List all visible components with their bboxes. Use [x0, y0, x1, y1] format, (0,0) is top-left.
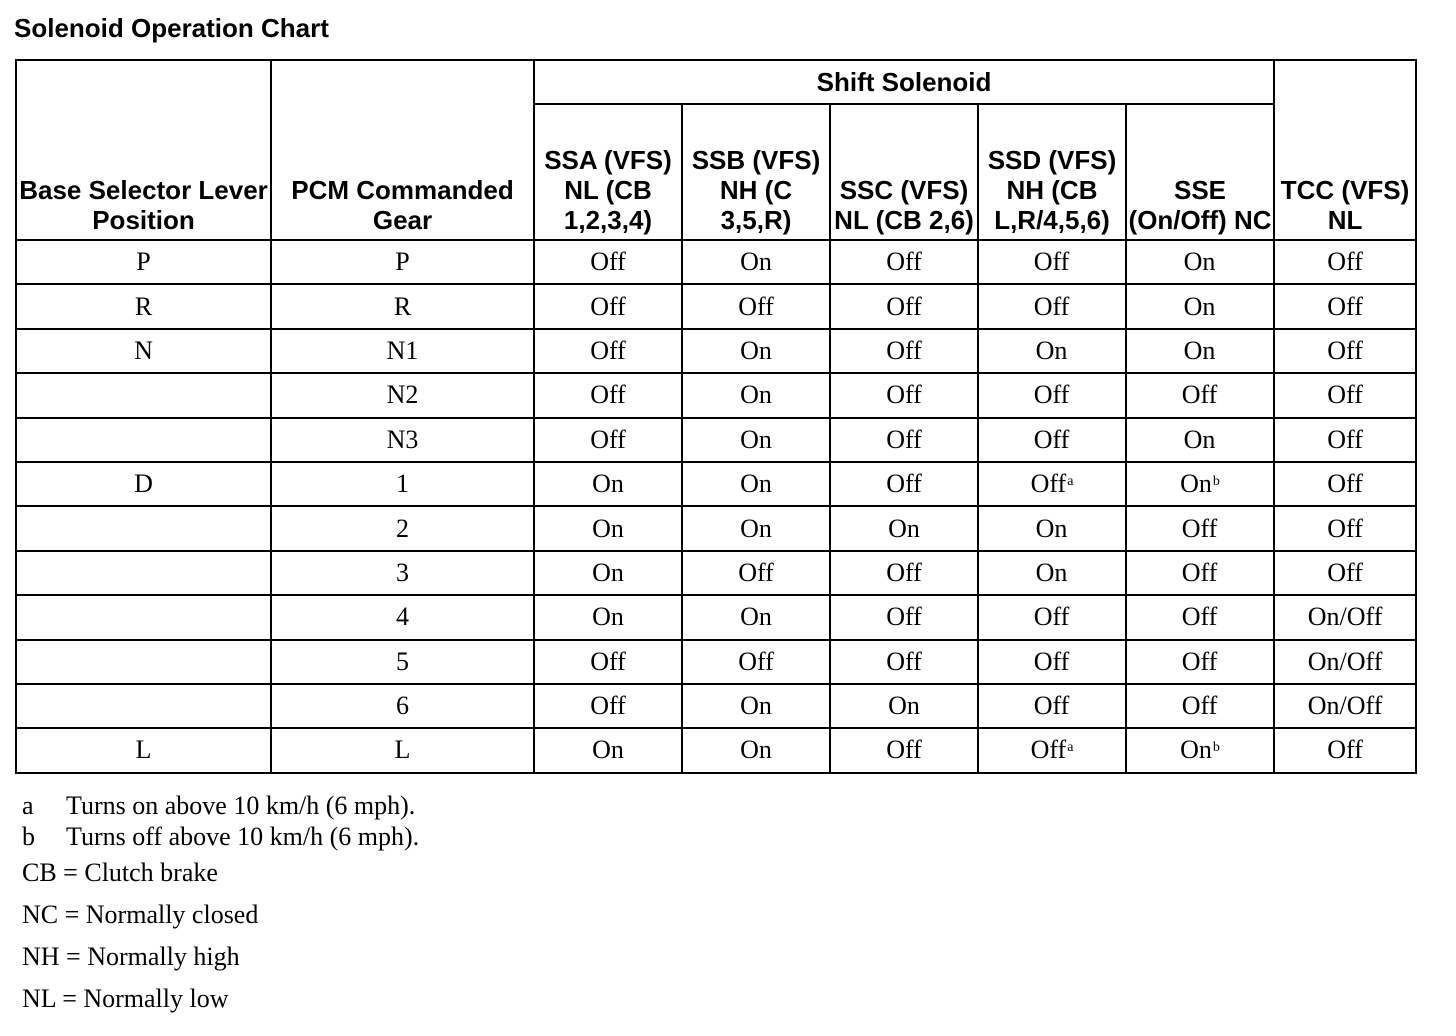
cell-ssa	[534, 728, 682, 772]
header-label: SSB (VFS) NH (C 3,5,R)	[691, 145, 821, 235]
abbreviation-nl: NL = Normally low	[22, 984, 229, 1013]
cell-value: Off	[590, 691, 626, 721]
cell-commanded-gear	[271, 418, 534, 462]
table-row	[16, 284, 1416, 328]
cell-ssc	[830, 240, 978, 284]
table-row	[16, 329, 1416, 373]
cell-ssd	[978, 640, 1126, 684]
cell-ssc	[830, 684, 978, 728]
cell-lever-position	[16, 506, 271, 550]
cell-ssd	[978, 240, 1126, 284]
cell-sse	[1126, 418, 1274, 462]
cell-value: On	[740, 735, 772, 765]
header-label: SSD (VFS) NH (CB L,R/4,5,6)	[987, 145, 1117, 235]
cell-value: On	[740, 469, 772, 499]
header-base-selector-lever-position	[16, 60, 271, 240]
cell-value: R	[393, 291, 412, 321]
cell-sse	[1126, 462, 1274, 506]
cell-sse	[1126, 240, 1274, 284]
cell-value: 3	[396, 557, 409, 587]
cell-ssb	[682, 595, 830, 639]
cell-value: Off	[738, 557, 774, 587]
cell-value: Off	[1033, 291, 1070, 321]
cell-value: Off	[590, 247, 626, 277]
cell-value: Off	[590, 291, 626, 321]
cell-ssb	[682, 418, 830, 462]
cell-sse	[1126, 728, 1274, 772]
cell-value: 2	[396, 513, 409, 543]
cell-sse	[1126, 284, 1274, 328]
cell-ssa	[534, 418, 682, 462]
cell-value: Off	[1327, 335, 1363, 365]
cell-lever-position	[16, 728, 271, 772]
header-ssa	[534, 104, 682, 240]
cell-ssc	[830, 329, 978, 373]
header-ssc	[830, 104, 978, 240]
cell-ssd	[978, 595, 1126, 639]
footnote-letter: b	[22, 822, 35, 851]
cell-lever-position	[16, 684, 271, 728]
cell-value: On	[740, 335, 772, 365]
cell-lever-position	[16, 595, 271, 639]
cell-value: Off	[886, 247, 922, 277]
cell-value: On	[592, 469, 624, 499]
footnote-marker: b	[1212, 740, 1220, 756]
cell-value: Off	[1181, 646, 1218, 676]
cell-value: Off	[738, 291, 774, 321]
cell-commanded-gear	[271, 595, 534, 639]
cell-value: On	[740, 424, 772, 454]
table-row	[16, 551, 1416, 595]
cell-ssb	[682, 551, 830, 595]
cell-ssa	[534, 595, 682, 639]
cell-commanded-gear	[271, 728, 534, 772]
cell-ssa	[534, 684, 682, 728]
cell-ssb	[682, 728, 830, 772]
cell-value: Off	[886, 380, 922, 410]
header-pcm-commanded-gear	[271, 60, 534, 240]
cell-ssb	[682, 373, 830, 417]
cell-value: On	[1183, 335, 1216, 365]
cell-value: Off	[1033, 602, 1070, 632]
cell-ssc	[830, 373, 978, 417]
cell-sse	[1126, 595, 1274, 639]
abbreviation-nc: NC = Normally closed	[22, 900, 259, 929]
cell-value: On	[1183, 247, 1216, 277]
cell-value: Off	[1181, 513, 1218, 543]
cell-ssb	[682, 284, 830, 328]
cell-value: On/Off	[1307, 602, 1383, 632]
cell-value: On	[592, 557, 624, 587]
cell-commanded-gear	[271, 373, 534, 417]
cell-commanded-gear	[271, 329, 534, 373]
abbreviation-cb: CB = Clutch brake	[22, 858, 218, 887]
cell-lever-position	[16, 551, 271, 595]
header-label: SSC (VFS) NL (CB 2,6)	[834, 175, 974, 235]
footnote-b	[22, 821, 419, 852]
cell-value: Off	[1030, 735, 1067, 765]
cell-value: Off	[590, 380, 626, 410]
cell-value: 1	[396, 469, 409, 499]
cell-ssb	[682, 240, 830, 284]
cell-tcc	[1274, 684, 1416, 728]
cell-value: Off	[886, 557, 922, 587]
cell-sse	[1126, 551, 1274, 595]
cell-value: Off	[886, 735, 922, 765]
cell-value: Off	[886, 424, 922, 454]
cell-ssd	[978, 728, 1126, 772]
cell-sse	[1126, 373, 1274, 417]
cell-value: Off	[1327, 380, 1363, 410]
cell-ssc	[830, 418, 978, 462]
header-sse	[1126, 104, 1274, 240]
footnote-marker: a	[1067, 740, 1074, 756]
cell-ssc	[830, 551, 978, 595]
table-row	[16, 506, 1416, 550]
cell-value: On	[740, 691, 772, 721]
cell-value: Off	[590, 335, 626, 365]
cell-ssa	[534, 329, 682, 373]
table-row	[16, 462, 1416, 506]
table-row	[16, 684, 1416, 728]
cell-ssc	[830, 462, 978, 506]
cell-ssb	[682, 506, 830, 550]
cell-value: Off	[1033, 646, 1070, 676]
cell-value: Off	[886, 646, 922, 676]
cell-value: Off	[886, 291, 922, 321]
cell-tcc	[1274, 418, 1416, 462]
cell-value: On	[888, 691, 920, 721]
cell-value: Off	[1181, 557, 1218, 587]
footnote-letter: a	[22, 791, 34, 820]
cell-value: P	[395, 247, 410, 277]
header-label: TCC (VFS) NL	[1280, 175, 1410, 235]
cell-value: On/Off	[1307, 691, 1383, 721]
cell-value: Off	[1033, 691, 1070, 721]
cell-ssb	[682, 462, 830, 506]
cell-value: On	[740, 602, 772, 632]
cell-value: Off	[1327, 513, 1363, 543]
cell-tcc	[1274, 728, 1416, 772]
cell-tcc	[1274, 329, 1416, 373]
cell-ssa	[534, 551, 682, 595]
cell-commanded-gear	[271, 284, 534, 328]
cell-lever-position	[16, 329, 271, 373]
cell-ssd	[978, 329, 1126, 373]
notes-section	[22, 790, 419, 1020]
header-ssb	[682, 104, 830, 240]
cell-value: Off	[1327, 247, 1363, 277]
cell-ssd	[978, 373, 1126, 417]
cell-value: Off	[590, 424, 626, 454]
cell-value: 4	[396, 602, 409, 632]
cell-ssa	[534, 373, 682, 417]
cell-value: Off	[1327, 424, 1363, 454]
cell-value: On	[1035, 513, 1068, 543]
cell-commanded-gear	[271, 551, 534, 595]
cell-commanded-gear	[271, 684, 534, 728]
cell-ssc	[830, 595, 978, 639]
cell-value: 5	[396, 646, 409, 676]
cell-tcc	[1274, 284, 1416, 328]
cell-ssb	[682, 640, 830, 684]
header-shift-solenoid-group: Shift Solenoid	[534, 60, 1274, 104]
cell-value: On/Off	[1307, 646, 1383, 676]
cell-value: Off	[1327, 469, 1363, 499]
cell-value: L	[135, 735, 152, 765]
cell-lever-position	[16, 418, 271, 462]
cell-value: On	[1180, 735, 1212, 765]
cell-value: On	[1183, 424, 1216, 454]
table-row	[16, 728, 1416, 772]
cell-value: N3	[386, 424, 419, 454]
cell-commanded-gear	[271, 506, 534, 550]
cell-value: N2	[386, 380, 419, 410]
cell-tcc	[1274, 462, 1416, 506]
cell-value: Off	[886, 335, 922, 365]
cell-value: L	[394, 735, 411, 765]
solenoid-operation-table	[15, 59, 1417, 774]
header-tcc	[1274, 60, 1416, 240]
footnote-text: Turns off above 10 km/h (6 mph).	[66, 822, 420, 851]
header-label: Base Selector Lever Position	[19, 175, 268, 235]
cell-value: Off	[738, 646, 774, 676]
cell-value: On	[592, 602, 624, 632]
cell-commanded-gear	[271, 462, 534, 506]
cell-value: Off	[886, 469, 922, 499]
table-row	[16, 640, 1416, 684]
cell-ssb	[682, 684, 830, 728]
cell-ssd	[978, 684, 1126, 728]
table-row	[16, 373, 1416, 417]
cell-value: D	[134, 469, 153, 499]
cell-value: Off	[886, 602, 922, 632]
cell-value: Off	[1033, 247, 1070, 277]
cell-value: On	[592, 735, 624, 765]
cell-lever-position	[16, 462, 271, 506]
cell-tcc	[1274, 595, 1416, 639]
cell-value: Off	[1181, 602, 1218, 632]
header-label: PCM Commanded Gear	[291, 175, 514, 235]
cell-tcc	[1274, 551, 1416, 595]
footnote-text: Turns on above 10 km/h (6 mph).	[66, 791, 416, 820]
cell-lever-position	[16, 284, 271, 328]
cell-value: P	[136, 247, 151, 277]
cell-value: Off	[1181, 380, 1218, 410]
table-body	[16, 240, 1416, 773]
cell-tcc	[1274, 506, 1416, 550]
cell-value: On	[740, 380, 772, 410]
cell-ssa	[534, 284, 682, 328]
table-row	[16, 418, 1416, 462]
cell-tcc	[1274, 640, 1416, 684]
cell-value: On	[1035, 335, 1068, 365]
cell-tcc	[1274, 240, 1416, 284]
cell-ssa	[534, 462, 682, 506]
cell-value: N1	[386, 335, 419, 365]
cell-value: On	[888, 513, 920, 543]
header-ssd	[978, 104, 1126, 240]
footnote-marker: a	[1067, 474, 1074, 490]
table-row	[16, 240, 1416, 284]
cell-ssc	[830, 506, 978, 550]
cell-sse	[1126, 684, 1274, 728]
abbreviation-nh: NH = Normally high	[22, 942, 240, 971]
cell-value: 6	[396, 691, 409, 721]
cell-value: N	[134, 335, 153, 365]
cell-commanded-gear	[271, 640, 534, 684]
cell-value: On	[1180, 469, 1212, 499]
header-label: SSE (On/Off) NC	[1128, 175, 1272, 235]
cell-tcc	[1274, 373, 1416, 417]
cell-ssd	[978, 551, 1126, 595]
cell-ssa	[534, 506, 682, 550]
cell-ssc	[830, 728, 978, 772]
cell-value: On	[740, 513, 772, 543]
cell-value: Off	[1030, 469, 1067, 499]
header-label: SSA (VFS) NL (CB 1,2,3,4)	[544, 145, 672, 235]
cell-lever-position	[16, 640, 271, 684]
cell-sse	[1126, 506, 1274, 550]
cell-sse	[1126, 329, 1274, 373]
cell-ssd	[978, 506, 1126, 550]
cell-ssd	[978, 284, 1126, 328]
cell-ssb	[682, 329, 830, 373]
cell-lever-position	[16, 240, 271, 284]
cell-commanded-gear	[271, 240, 534, 284]
cell-value: Off	[590, 646, 626, 676]
cell-value: Off	[1327, 557, 1363, 587]
table-row	[16, 595, 1416, 639]
cell-value: On	[592, 513, 624, 543]
cell-value: Off	[1033, 424, 1070, 454]
cell-value: R	[134, 291, 153, 321]
cell-sse	[1126, 640, 1274, 684]
cell-ssa	[534, 640, 682, 684]
cell-ssd	[978, 418, 1126, 462]
footnote-marker: b	[1212, 474, 1220, 490]
footnote-a	[22, 790, 419, 821]
chart-title: Solenoid Operation Chart	[14, 13, 329, 43]
cell-value: Off	[1033, 380, 1070, 410]
cell-value: On	[740, 247, 772, 277]
cell-value: On	[1035, 557, 1068, 587]
cell-ssd	[978, 462, 1126, 506]
cell-value: Off	[1327, 735, 1363, 765]
cell-value: Off	[1181, 691, 1218, 721]
cell-value: Off	[1327, 291, 1363, 321]
cell-ssc	[830, 640, 978, 684]
cell-ssa	[534, 240, 682, 284]
cell-value: On	[1183, 291, 1216, 321]
cell-lever-position	[16, 373, 271, 417]
cell-ssc	[830, 284, 978, 328]
